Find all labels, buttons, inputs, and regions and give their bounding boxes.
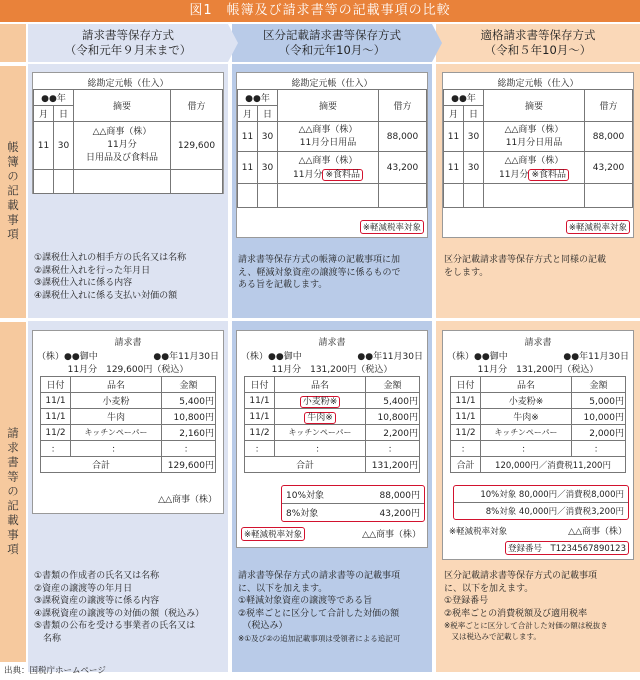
ledger-table-3: ●●年 摘要 借方 月 日 11 30 △△商事（株） 11月分日用品 88,000 11 30 △△商事（株） 11月分 ※食料品 43,200 (443, 89, 633, 208)
reduced-rate-highlight: 牛肉※ (304, 412, 336, 424)
row-divider (0, 318, 640, 321)
table-row: 11/1 小麦粉※ 5,000円 (451, 393, 626, 409)
table-row: 11 30 △△商事（株） 11月分日用品 88,000 (444, 122, 633, 152)
invoice-desc-3: 区分記載請求書等保存方式の記載事項 に、以下を加えます。 ①登録番号 ②税率ごとの消費税額及び適用税率 ※税率ごとに区分して合計した対価の額は税抜き 又は税込みで記載します。 (444, 571, 608, 641)
ledger-title: 総勘定元帳（仕入） (87, 79, 169, 89)
tax-subtotals-box: 10%対象 80,000円／消費税8,000円 8%対象 40,000円／消費税3,200円 (453, 485, 629, 520)
ledger-card-3: 総勘定元帳（仕入） ●●年 摘要 借方 月 日 11 30 △△商事（株） 11月分日用品 88,000 11 30 △△商事（株） 11月分 ※食料品 43,200 ※軽減税率対象 (442, 72, 634, 238)
header-corner (0, 24, 26, 62)
reduced-rate-highlight: ※食料品 (322, 169, 363, 181)
column-header-2: 区分記載請求書等保存方式 （令和元年10月～） (263, 28, 401, 57)
registration-number: 登録番号 T1234567890123 (505, 541, 629, 555)
header-arrow-2 (432, 24, 442, 62)
ledger-table-2: ●●年 摘要 借方 月 日 11 30 △△商事（株） 11月分日用品 88,000 11 30 △△商事（株） 11月分 ※食料品 43,200 (237, 89, 427, 208)
invoice-desc-1: ①書類の作成者の氏名又は名称 ②資産の譲渡等の年月日 ③課税資産の譲渡等に係る内容 ④課税資産の譲渡等の対価の額（税込み） ⑤書類の公布を受ける事業者の氏名又は 名称 (34, 571, 205, 644)
invoice-desc-2: 請求書等保存方式の請求書等の記載事項 に、以下を加えます。 ①軽減対象資産の譲渡等である旨 ②税率ごとに区分して合計した対価の額 （税込み） ※①及び②の追加記載事項は受領者による追記可 (238, 571, 401, 643)
table-row: 11 30 △△商事（株） 11月分 日用品及び食料品 129,600 (34, 122, 223, 170)
source-credit: 出典：国税庁ホームページ (4, 666, 106, 676)
table-row: 11/1 牛肉※ 10,000円 (451, 409, 626, 425)
issuer: △△商事（株） (362, 530, 421, 540)
reduced-rate-note: ※軽減税率対象 (241, 527, 305, 541)
invoice-table-1: 日付 品名 金額 11/1 小麦粉 5,400円 11/1 牛肉 10,800円 11/2 キッチンペーパー 2,160円 ： ： ： 合計 129,600円 (40, 376, 216, 473)
reduced-rate-note: ※軽減税率対象 (566, 220, 630, 234)
table-row: 11/1 小麦粉 5,400円 (41, 393, 216, 409)
issuer: △△商事（株） (158, 495, 217, 505)
reduced-rate-note: ※軽減税率対象 (449, 527, 508, 537)
table-row: 11 30 △△商事（株） 11月分日用品 88,000 (238, 122, 427, 152)
table-row: 11 30 △△商事（株） 11月分 ※食料品 43,200 (238, 152, 427, 184)
table-row: 11/2 キッチンペーパー 2,000円 (451, 425, 626, 441)
ledger-desc-1: ①課税仕入れの相手方の氏名又は名称 ②課税仕入れを行った年月日 ③課税仕入れに係る内容 ④課税仕入れに係る支払い対価の額 (34, 253, 187, 301)
table-row: 11/1 牛肉※ 10,800円 (245, 409, 420, 425)
header-arrow-1 (228, 24, 238, 62)
issuer: △△商事（株） (568, 527, 627, 537)
ledger-desc-2: 請求書等保存方式の帳簿の記載事項に加 え、軽減対象資産の譲渡等に係るもので ある旨を記載します。 (238, 255, 401, 290)
table-row: 11 30 △△商事（株） 11月分 ※食料品 43,200 (444, 152, 633, 184)
invoice-card-1: 請求書 （株）●●御中 ●●年11月30日 11月分 129,600円（税込） 日付 品名 金額 11/1 小麦粉 5,400円 11/1 牛肉 10,800円 11/2 キッチンペーパー 2,160円 ： ： ： 合計 129,600円 △△商事（株） (32, 330, 224, 514)
ledger-table-1: ●●年 摘要 借方 月 日 11 30 △△商事（株） 11月分 日用品及び食料品 129,600 (33, 89, 223, 194)
invoice-card-2: 請求書 （株）●●御中 ●●年11月30日 11月分 131,200円（税込） 日付 品名 金額 11/1 小麦粉※ 5,400円 11/1 牛肉※ 10,800円 11/2 キッチンペーパー 2,200円 ： ： ： 合計 131,200円 10%対象 88,000円 8%対象 43,200円 ※軽減税率対象 △△商事（株） (236, 330, 428, 548)
row-label-ledger: 帳簿の記載事項 (0, 66, 26, 318)
table-row: 11/2 キッチンペーパー 2,160円 (41, 425, 216, 441)
reduced-rate-highlight: 小麦粉※ (300, 396, 341, 408)
ledger-card-2: 総勘定元帳（仕入） ●●年 摘要 借方 月 日 11 30 △△商事（株） 11月分日用品 88,000 11 30 △△商事（株） 11月分 ※食料品 43,200 ※軽減税率対象 (236, 72, 428, 238)
column-header-3: 適格請求書等保存方式 （令和５年10月～） (480, 28, 596, 57)
ledger-desc-3: 区分記載請求書等保存方式と同様の記載 をします。 (444, 255, 607, 278)
invoice-card-3: 請求書 （株）●●御中 ●●年11月30日 11月分 131,200円（税込） 日付 品名 金額 11/1 小麦粉※ 5,000円 11/1 牛肉※ 10,000円 11/2 キッチンペーパー 2,000円 ： ： ： 合計 120,000円／消費税11,200円 10%対象 80,000円／消費税8,000円 8%対象 40,000円／消費税3,200円 ※軽減税率対象 △△商事（株） 登録番号 T1234567890123 (442, 330, 634, 560)
header-divider (28, 62, 640, 64)
table-row: 11/1 牛肉 10,800円 (41, 409, 216, 425)
row-label-invoice: 請求書等の記載事項 (0, 322, 26, 662)
column-header-1: 請求書等保存方式 （令和元年９月末まで） (64, 28, 192, 57)
table-row: 11/1 小麦粉※ 5,400円 (245, 393, 420, 409)
tax-subtotals-box: 10%対象 88,000円 8%対象 43,200円 (281, 485, 425, 522)
table-row: 11/2 キッチンペーパー 2,200円 (245, 425, 420, 441)
reduced-rate-note: ※軽減税率対象 (360, 220, 424, 234)
figure-title: 図1 帳簿及び請求書等の記載事項の比較 (0, 0, 640, 22)
ledger-card-1 (32, 72, 224, 194)
invoice-table-2: 日付 品名 金額 11/1 小麦粉※ 5,400円 11/1 牛肉※ 10,800円 11/2 キッチンペーパー 2,200円 ： ： ： 合計 131,200円 (244, 376, 420, 473)
invoice-title: 請求書 (114, 338, 142, 348)
invoice-table-3: 日付 品名 金額 11/1 小麦粉※ 5,000円 11/1 牛肉※ 10,000円 11/2 キッチンペーパー 2,000円 ： ： ： 合計 120,000円／消費税11,200円 (450, 376, 626, 473)
